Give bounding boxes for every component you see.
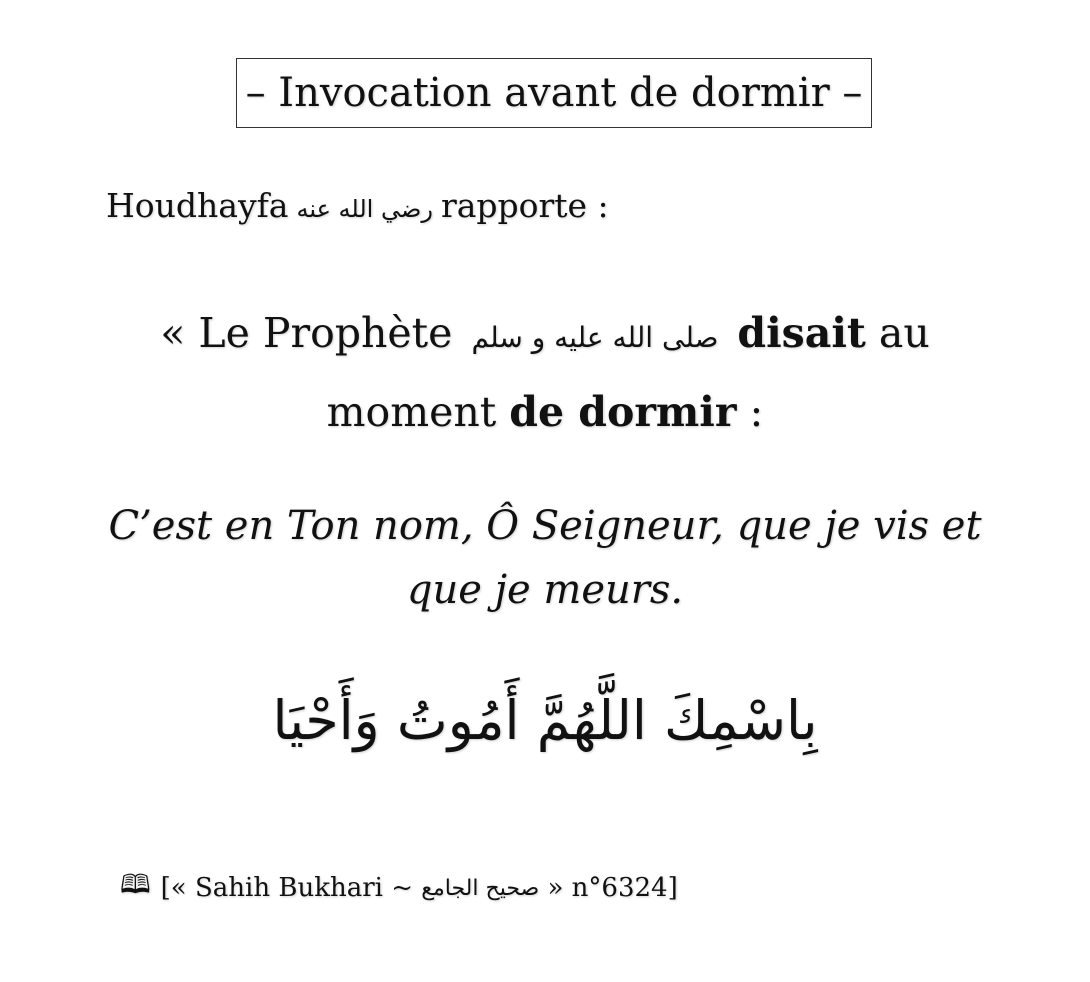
source-close: » n°6324] xyxy=(547,873,678,903)
narrator-honorific: رضي الله عنه xyxy=(296,195,433,223)
dua-arabic: بِاسْمِكَ اللَّهُمَّ أَمُوتُ وَأَحْيَا xyxy=(272,689,818,752)
source-reference xyxy=(120,866,678,910)
page-title: – Invocation avant de dormir – xyxy=(245,70,863,116)
intro-bold-sleep: de dormir xyxy=(509,388,737,436)
source-title-ar: صحيح الجامع xyxy=(421,875,540,901)
intro-bold-said: disait xyxy=(737,309,866,357)
intro-open: « Le Prophète xyxy=(160,309,453,357)
intro-mid: au moment xyxy=(326,309,930,436)
title-box xyxy=(236,58,872,128)
narrator-name: Houdhayfa xyxy=(106,186,289,225)
narrator-line xyxy=(106,186,609,225)
narrator-verb: rapporte : xyxy=(440,186,609,225)
prophet-honorific: صلى الله عليه و سلم xyxy=(471,321,719,354)
source-open: [« Sahih Bukhari ~ xyxy=(160,873,414,903)
hadith-intro xyxy=(100,296,990,449)
book-icon: 🕮 xyxy=(120,870,151,900)
dua-translation: C’est en Ton nom, Ô Seigneur, que je vis et que je meurs. xyxy=(108,503,982,613)
intro-end: : xyxy=(749,388,764,436)
